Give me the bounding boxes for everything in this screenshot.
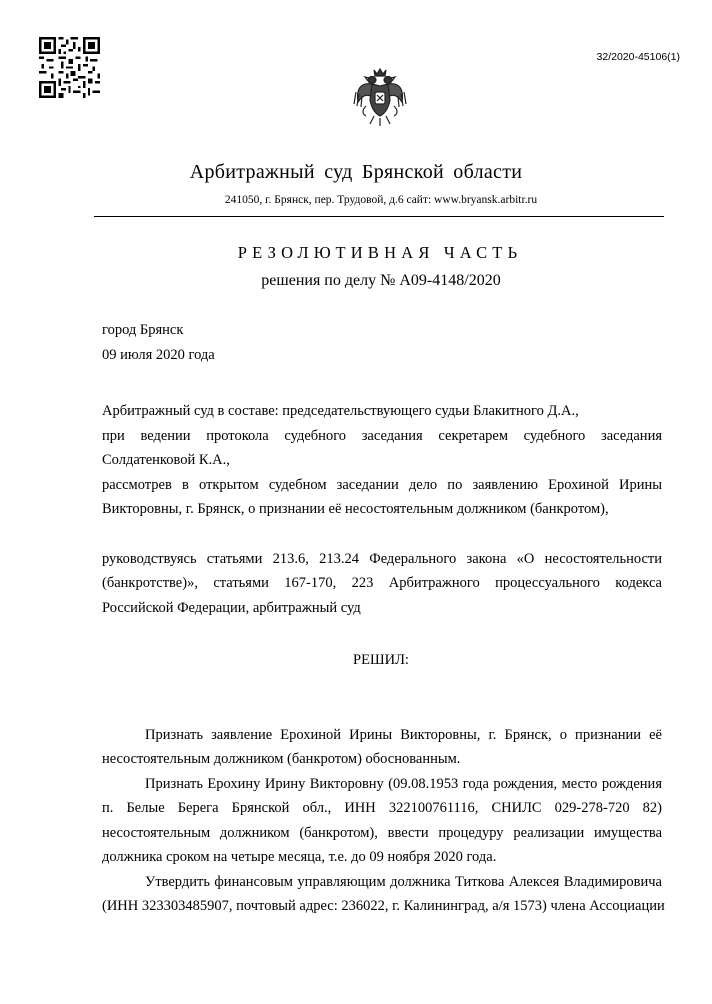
body-line: (банкротстве)», статьями 167-170, 223 Арбитражного процессуального кодекса xyxy=(102,575,662,591)
body-line: Российской Федерации, арбитражный суд xyxy=(102,600,361,616)
decision-line: п. Белые Берега Брянской обл., ИНН 322100761116, СНИЛС 029-278-720 82) xyxy=(102,800,662,816)
coat-of-arms-emblem xyxy=(352,66,408,128)
document-number: 32/2020-45106(1) xyxy=(596,51,680,63)
decision-line: Утвердить финансовым управляющим должника Титкова Алексея Владимировича xyxy=(145,874,662,890)
decision-label: РЕШИЛ: xyxy=(353,652,409,668)
body-line: Викторовны, г. Брянск, о признании её несостоятельным должником (банкротом), xyxy=(102,501,609,517)
body-line: руководствуясь статьями 213.6, 213.24 Федерального закона «О несостоятельности xyxy=(102,551,662,567)
header-divider xyxy=(94,216,664,217)
qr-code xyxy=(39,37,100,98)
case-number-subtitle: решения по делу № А09-4148/2020 xyxy=(261,272,501,289)
court-name: Арбитражный суд Брянской области xyxy=(189,161,523,183)
city: город Брянск xyxy=(102,322,184,338)
document-title: РЕЗОЛЮТИВНАЯ ЧАСТЬ xyxy=(237,243,523,262)
decision-date: 09 июля 2020 года xyxy=(102,347,215,363)
decision-line: Признать Ерохину Ирину Викторовну (09.08.1953 года рождения, место рождения xyxy=(145,776,662,792)
body-line: при ведении протокола судебного заседания секретарем судебного заседания xyxy=(102,428,662,444)
decision-line: несостоятельным должником (банкротом), ввести процедуру реализации имущества xyxy=(102,825,662,841)
court-address: 241050, г. Брянск, пер. Трудовой, д.6 сайт: www.bryansk.arbitr.ru xyxy=(224,194,538,206)
decision-line: несостоятельным должником (банкротом) обоснованным. xyxy=(102,751,461,767)
body-line: Арбитражный суд в составе: председательствующего судьи Блакитного Д.А., xyxy=(102,403,579,419)
body-line: рассмотрев в открытом судебном заседании дело по заявлению Ерохиной Ирины xyxy=(102,477,662,493)
decision-line: (ИНН 323303485907, почтовый адрес: 236022, г. Калининград, а/я 1573) члена Ассоциации xyxy=(102,898,665,914)
body-line: Солдатенковой К.А., xyxy=(102,452,230,468)
decision-line: Признать заявление Ерохиной Ирины Викторовны, г. Брянск, о признании её xyxy=(145,727,662,743)
decision-line: должника сроком на четыре месяца, т.е. до 09 ноября 2020 года. xyxy=(102,849,497,865)
